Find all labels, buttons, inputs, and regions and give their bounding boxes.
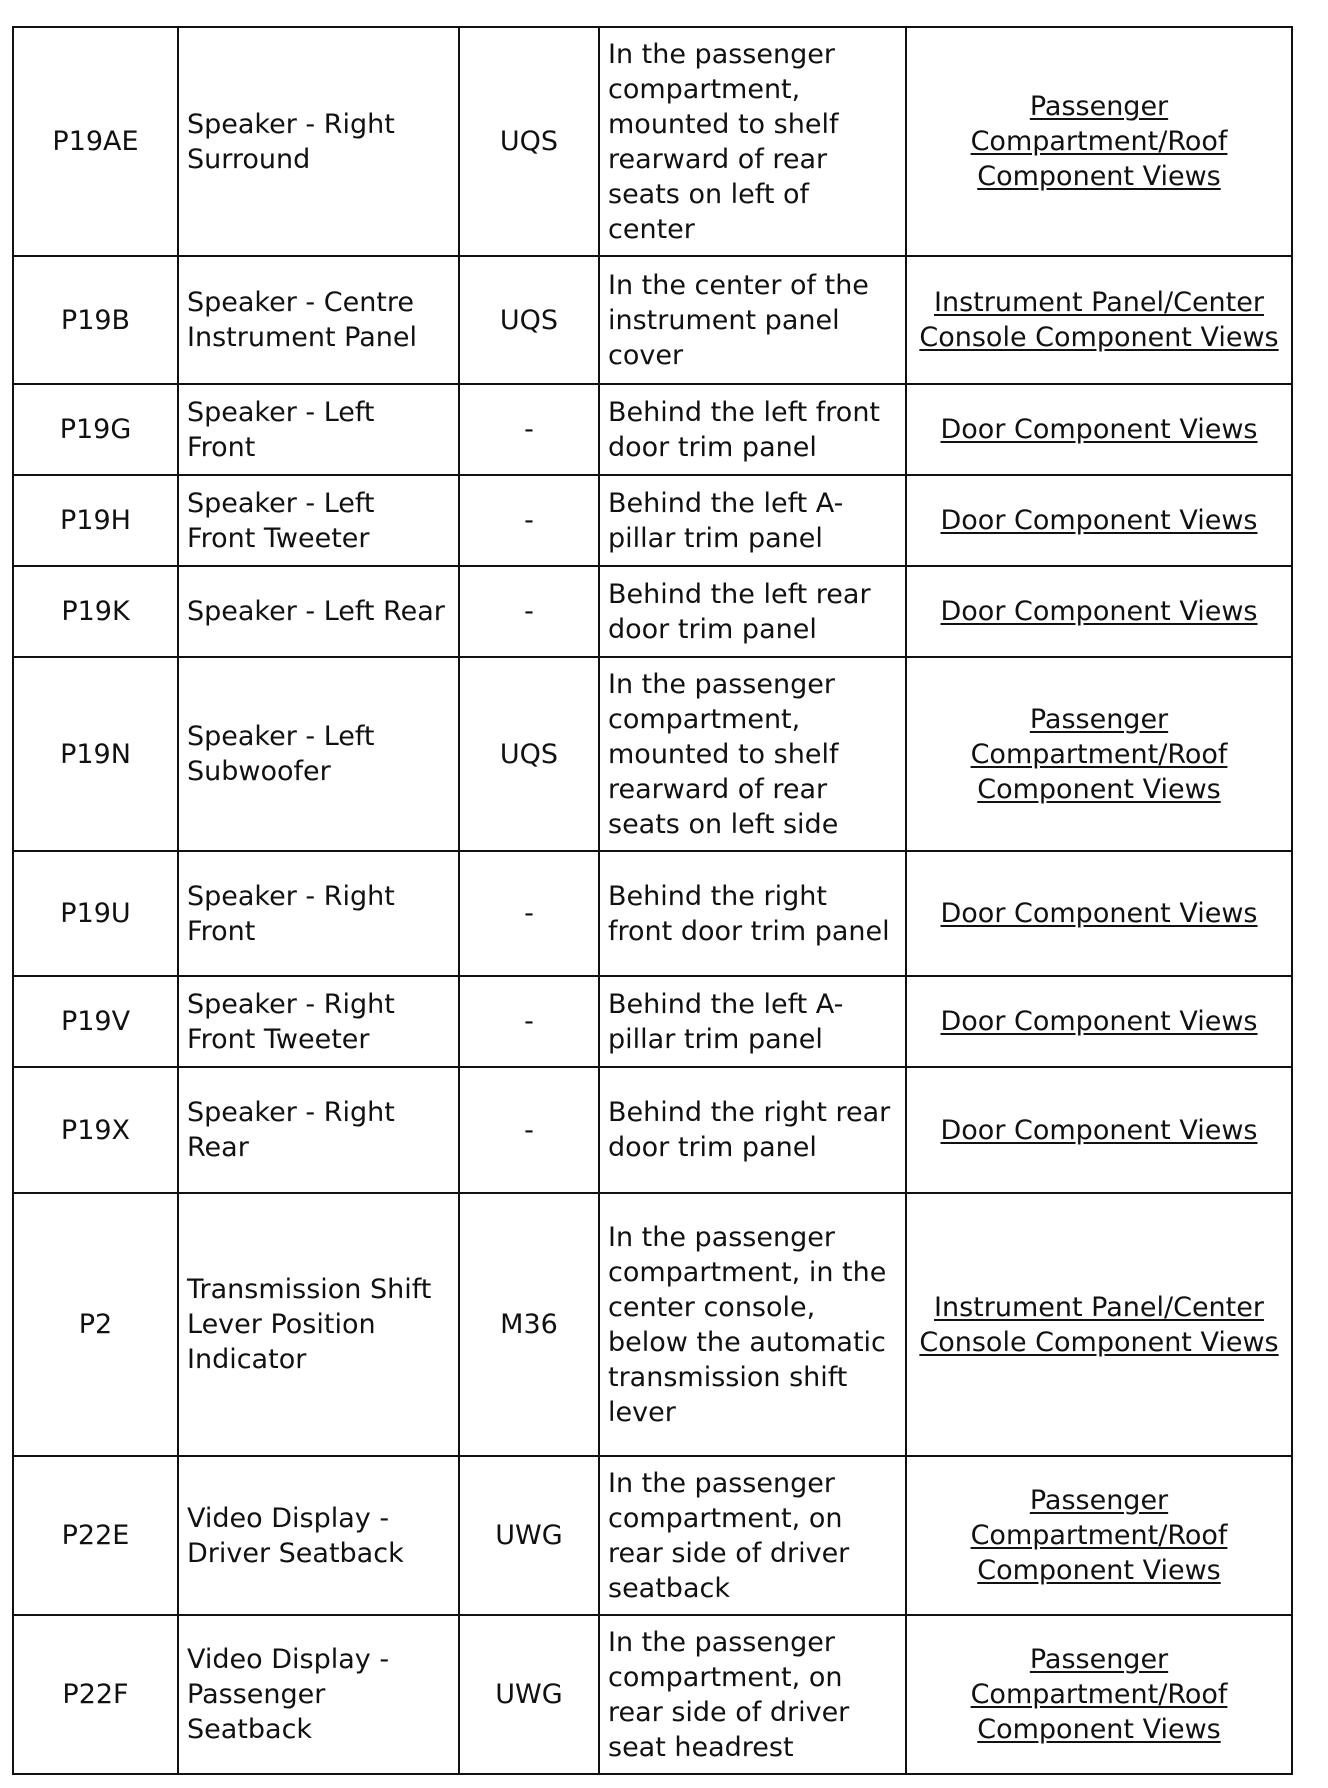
component-view-link[interactable]: Door Component Views [940, 1114, 1258, 1146]
component-view-cell [906, 566, 1292, 657]
component-code: P19K [13, 566, 178, 657]
option-code: - [459, 976, 599, 1067]
component-view-cell [906, 1193, 1292, 1456]
table-row [13, 976, 1292, 1067]
component-view-cell [906, 976, 1292, 1067]
component-name: Video Display - Passenger Seatback [178, 1615, 459, 1774]
component-name: Speaker - Left Subwoofer [178, 657, 459, 851]
table-row [13, 1067, 1292, 1193]
component-view-link[interactable]: Door Component Views [940, 596, 1258, 627]
table-row [13, 384, 1292, 475]
option-code: UQS [459, 27, 599, 256]
option-code: UWG [459, 1615, 599, 1774]
component-location: In the passenger compartment, mounted to shelf rearward of rear seats on left side [599, 657, 906, 851]
component-view-link[interactable]: Door Component Views [940, 1006, 1258, 1037]
option-code: UQS [459, 657, 599, 851]
option-code: - [459, 1067, 599, 1193]
table-row [13, 475, 1292, 566]
component-name: Speaker - Right Front [178, 851, 459, 976]
component-view-cell [906, 657, 1292, 851]
component-table [12, 26, 1293, 1775]
component-location: Behind the left front door trim panel [599, 384, 906, 475]
component-name: Speaker - Right Surround [178, 27, 459, 256]
component-locator-sheet [12, 26, 1293, 1775]
component-view-link[interactable]: Door Component Views [940, 898, 1258, 929]
component-location: In the center of the instrument panel cover [599, 256, 906, 384]
component-name: Speaker - Left Rear [178, 566, 459, 657]
component-name: Speaker - Centre Instrument Panel [178, 256, 459, 384]
component-view-link[interactable]: Passenger Compartment/Roof Component Views [970, 703, 1228, 805]
component-view-link[interactable]: Door Component Views [940, 414, 1258, 445]
table-row [13, 1615, 1292, 1774]
option-code: - [459, 566, 599, 657]
component-location: Behind the right rear door trim panel [599, 1067, 906, 1193]
component-code: P22F [13, 1615, 178, 1774]
component-code: P19AE [13, 27, 178, 256]
component-location: In the passenger compartment, mounted to shelf rearward of rear seats on left of center [599, 27, 906, 256]
component-view-cell [906, 475, 1292, 566]
option-code: UQS [459, 256, 599, 384]
component-code: P19X [13, 1067, 178, 1193]
component-location: In the passenger compartment, on rear side of driver seatback [599, 1456, 906, 1615]
option-code: - [459, 851, 599, 976]
table-row [13, 851, 1292, 976]
table-row [13, 256, 1292, 384]
component-location: In the passenger compartment, on rear side of driver seat headrest [599, 1615, 906, 1774]
component-view-link[interactable]: Passenger Compartment/Roof Component Views [970, 1485, 1228, 1586]
component-code: P22E [13, 1456, 178, 1615]
option-code: UWG [459, 1456, 599, 1615]
table-row [13, 1193, 1292, 1456]
table-row [13, 657, 1292, 851]
component-view-cell [906, 1067, 1292, 1193]
option-code: M36 [459, 1193, 599, 1456]
component-code: P2 [13, 1193, 178, 1456]
table-row [13, 566, 1292, 657]
table-row [13, 1456, 1292, 1615]
component-code: P19N [13, 657, 178, 851]
component-view-link[interactable]: Passenger Compartment/Roof Component Views [970, 1644, 1228, 1745]
component-location: Behind the left rear door trim panel [599, 566, 906, 657]
component-view-link[interactable]: Passenger Compartment/Roof Component Views [970, 91, 1228, 192]
option-code: - [459, 384, 599, 475]
component-location: Behind the left A-pillar trim panel [599, 976, 906, 1067]
option-code: - [459, 475, 599, 566]
component-code: P19U [13, 851, 178, 976]
component-view-link[interactable]: Door Component Views [940, 505, 1258, 536]
component-view-cell [906, 256, 1292, 384]
component-view-cell [906, 27, 1292, 256]
component-name: Speaker - Right Rear [178, 1067, 459, 1193]
component-name: Video Display - Driver Seatback [178, 1456, 459, 1615]
component-location: Behind the right front door trim panel [599, 851, 906, 976]
component-code: P19G [13, 384, 178, 475]
component-name: Transmission Shift Lever Position Indicator [178, 1193, 459, 1456]
component-code: P19B [13, 256, 178, 384]
table-row [13, 27, 1292, 256]
component-view-cell [906, 1615, 1292, 1774]
component-name: Speaker - Right Front Tweeter [178, 976, 459, 1067]
component-code: P19V [13, 976, 178, 1067]
component-view-link[interactable]: Instrument Panel/Center Console Component Views [919, 287, 1279, 353]
component-name: Speaker - Left Front Tweeter [178, 475, 459, 566]
component-location: In the passenger compartment, in the center console, below the automatic transmission shift lever [599, 1193, 906, 1456]
component-table-body [13, 27, 1292, 1774]
component-view-link[interactable]: Instrument Panel/Center Console Component Views [919, 1291, 1279, 1358]
component-name: Speaker - Left Front [178, 384, 459, 475]
component-code: P19H [13, 475, 178, 566]
component-location: Behind the left A-pillar trim panel [599, 475, 906, 566]
component-view-cell [906, 1456, 1292, 1615]
component-view-cell [906, 384, 1292, 475]
component-view-cell [906, 851, 1292, 976]
